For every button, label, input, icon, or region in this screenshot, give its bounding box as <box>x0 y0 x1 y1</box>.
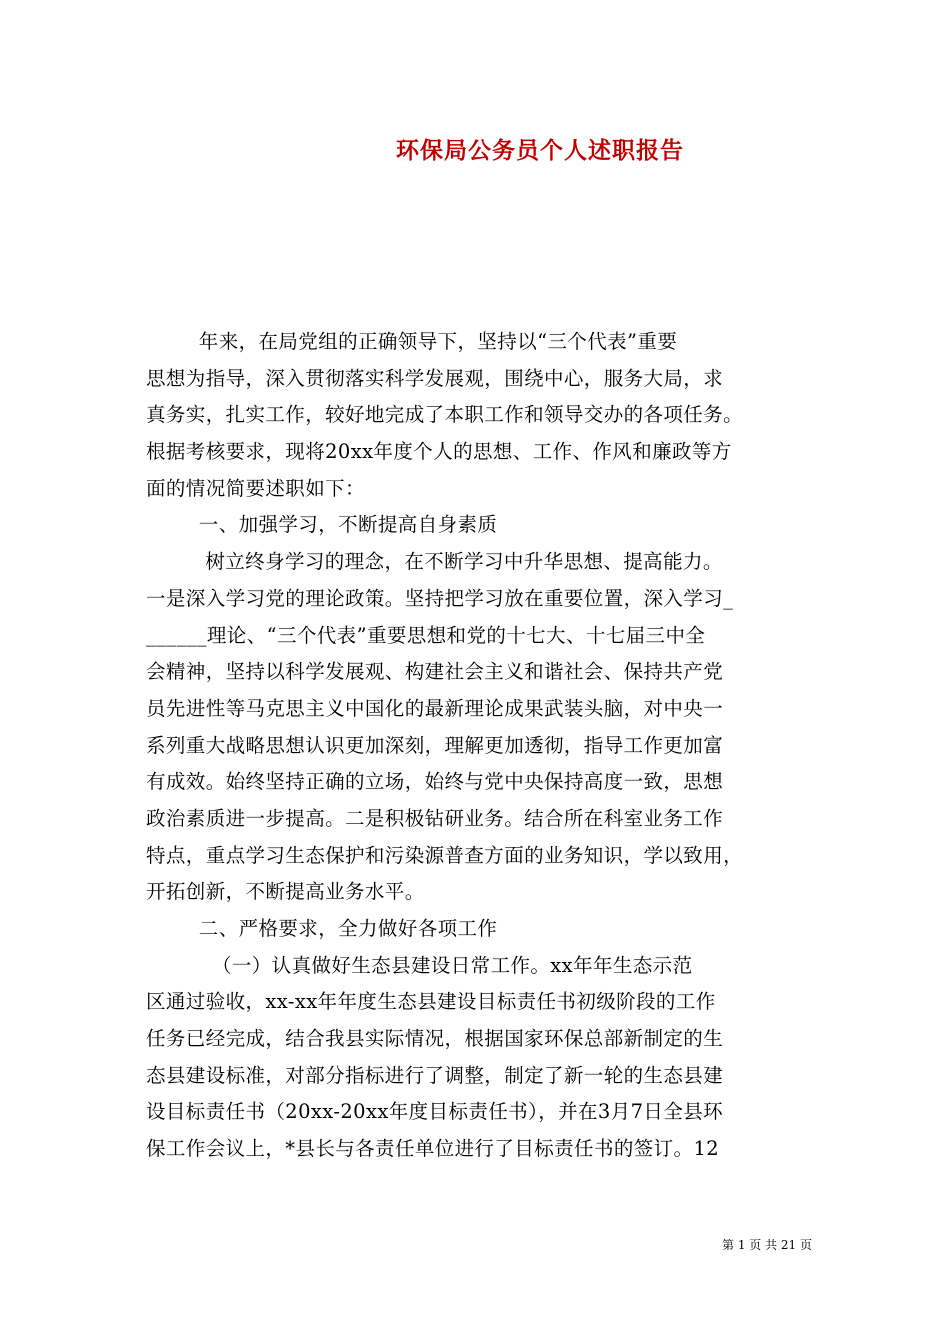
body-line: 系列重大战略思想认识更加深刻，理解更加透彻，指导工作更加富 <box>146 733 724 757</box>
body-line: 有成效。始终坚持正确的立场，始终与党中央保持高度一致，思想 <box>146 770 724 794</box>
body-line: 会精神，坚持以科学发展观、构建社会主义和谐社会、保持共产党 <box>146 660 724 684</box>
page-number-footer: 第 1 页 共 21 页 <box>722 1238 812 1252</box>
body-line: 面的情况简要述职如下： <box>146 476 365 500</box>
body-line: 开拓创新，不断提高业务水平。 <box>146 880 425 904</box>
body-line: 思想为指导，深入贯彻落实科学发展观，围绕中心，服务大局，求 <box>146 366 724 390</box>
body-line: 真务实，扎实工作，较好地完成了本职工作和领导交办的各项任务。 <box>146 403 744 427</box>
body-line: 态县建设标准，对部分指标进行了调整，制定了新一轮的生态县建 <box>146 1063 724 1087</box>
body-line: （一）认真做好生态县建设日常工作。xx年年生态示范 <box>146 953 693 977</box>
body-line: 设目标责任书（20xx-20xx年度目标责任书），并在3月7日全县环 <box>146 1100 724 1124</box>
body-line: 保工作会议上，*县长与各责任单位进行了目标责任书的签订。12 <box>146 1137 720 1161</box>
section-heading: 一、加强学习，不断提高自身素质 <box>146 513 498 537</box>
body-line: 政治素质进一步提高。二是积极钻研业务。结合所在科室业务工作 <box>146 806 724 830</box>
section-heading: 二、严格要求，全力做好各项工作 <box>146 917 498 940</box>
body-line: 员先进性等马克思主义中国化的最新理论成果武装头脑，对中央一 <box>146 696 724 720</box>
body-line: 区通过验收，xx-xx年年度生态县建设目标责任书初级阶段的工作 <box>146 990 716 1014</box>
body-line: ______理论、“三个代表”重要思想和党的十七大、十七届三中全 <box>146 623 706 647</box>
body-line: 年来，在局党组的正确领导下，坚持以“三个代表”重要 <box>146 330 678 353</box>
document-title: 环保局公务员个人述职报告 <box>396 137 684 164</box>
document-body <box>146 324 811 1168</box>
body-line: 根据考核要求，现将20xx年度个人的思想、工作、作风和廉政等方 <box>146 440 732 464</box>
body-line: 任务已经完成，结合我县实际情况，根据国家环保总部新制定的生 <box>146 1027 724 1051</box>
body-line: 一是深入学习党的理论政策。坚持把学习放在重要位置，深入学习_ <box>146 586 734 610</box>
body-line: 树立终身学习的理念，在不断学习中升华思想、提高能力。 <box>146 550 723 574</box>
body-line: 特点，重点学习生态保护和污染源普查方面的业务知识，学以致用， <box>146 843 744 867</box>
